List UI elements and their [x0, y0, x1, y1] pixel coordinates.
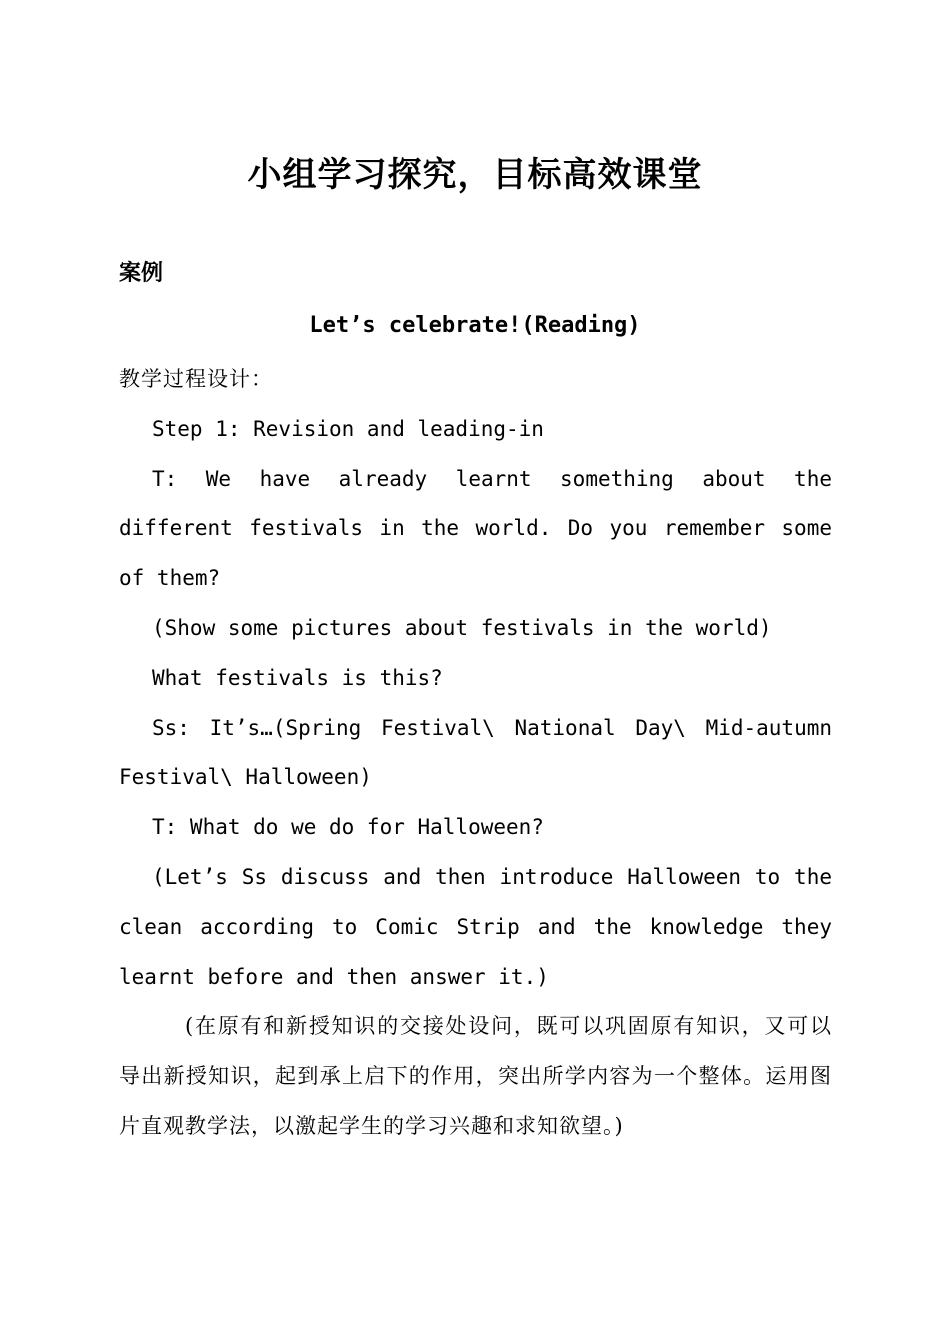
lesson-title: Let’s celebrate!(Reading) [309, 313, 641, 338]
paragraph-students-answer: Ss: It’s…(Spring Festival\ National Day\ Mid-autumn Festival\ Halloween) [119, 715, 832, 790]
paragraph-what-festival: What festivals is this? [152, 665, 443, 690]
document-title: 小组学习探究，目标高效课堂 [247, 155, 703, 195]
section-label: 案例 [119, 260, 164, 286]
paragraph-halloween-question: T: What do we do for Halloween? [152, 815, 544, 840]
paragraph-show-pictures: (Show some pictures about festivals in the world) [152, 615, 772, 640]
paragraph-step-1: Step 1: Revision and leading-in [152, 416, 544, 441]
paragraph-chinese-note: (在原有和新授知识的交接处设问，既可以巩固原有知识，又可以导出新授知识，起到承上启下的作用，突出所学内容为一个整体。运用图片直观教学法，以激起学生的学习兴趣和求知欲望。) [119, 1014, 832, 1138]
paragraph-discussion: (Let’s Ss discuss and then introduce Halloween to the clean according to Comic Strip and the knowledge they learnt before and then answer it.) [119, 864, 832, 989]
paragraph-teacher-question: T: We have already learnt something about the different festivals in the world. Do you remember some of them? [119, 466, 832, 591]
document-body [119, 355, 832, 1152]
paragraph-teaching-design: 教学过程设计： [119, 367, 273, 391]
